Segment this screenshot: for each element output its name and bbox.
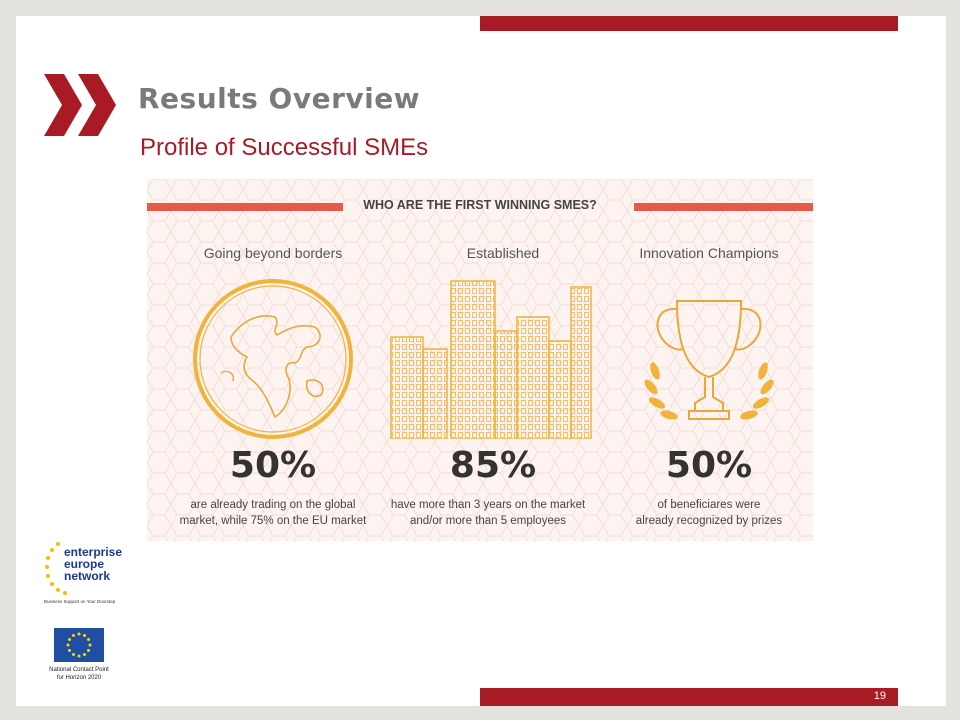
chevron-logo-icon [44,74,124,136]
column-innovation [609,245,809,261]
percent-value: 85% [449,445,537,486]
description-line: are already trading on the global [190,499,356,511]
slide-subtitle: Profile of Successful SMEs [140,134,429,161]
column-title: Innovation Champions [639,245,779,261]
description-line: have more than 3 years on the market [390,499,586,511]
percent-value: 50% [229,445,317,486]
page-number: 19 [873,690,886,702]
een-wordmark [64,546,122,582]
ncp-line: for Horizon 2020 [56,675,102,681]
een-tagline: Business Support on Your Doorstep [44,599,116,604]
globe-icon [191,277,355,441]
slide-title: Results Overview [138,82,421,115]
column-title: Going beyond borders [203,245,343,261]
een-line: enterprise [64,545,123,559]
column-description [158,497,388,529]
buildings-icon [387,279,593,439]
column-description [594,497,813,529]
ncp-line: National Contact Point [49,667,109,673]
slide [16,16,946,706]
column-title: Established [466,245,540,261]
ncp-label [44,666,114,682]
description-line: and/or more than 5 employees [410,515,566,527]
description-line: already recognized by prizes [635,515,783,527]
percent-value: 50% [665,445,753,486]
bottom-accent-bar [480,688,898,706]
een-line: europe [64,557,105,571]
column-description [373,497,603,529]
column-borders [173,245,373,261]
infographic [147,179,813,541]
description-line: market, while 75% on the EU market [179,515,367,527]
een-logo [44,536,124,608]
eu-flag-icon [54,628,104,662]
description-line: of beneficiares were [657,499,761,511]
column-established [403,245,603,261]
banner-title: WHO ARE THE FIRST WINNING SMES? [363,198,597,212]
een-line: network [64,569,111,583]
top-accent-bar [480,16,898,31]
trophy-icon [629,279,789,439]
